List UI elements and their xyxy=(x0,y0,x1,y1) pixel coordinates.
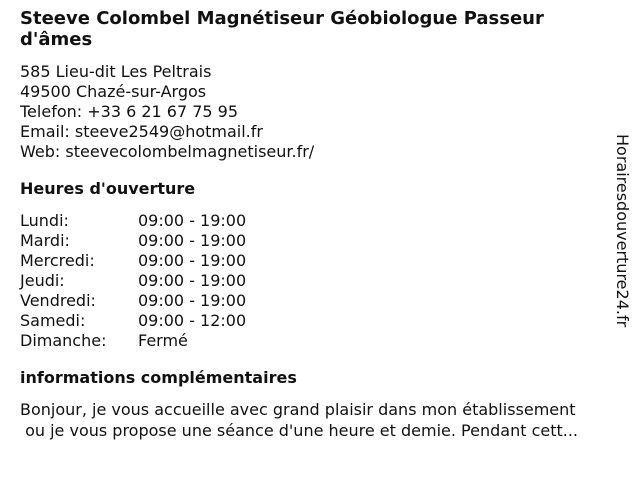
hours-day: Jeudi: xyxy=(20,271,65,290)
hours-time: 09:00 - 19:00 xyxy=(138,291,247,310)
hours-day: Mercredi: xyxy=(20,251,95,270)
hours-row xyxy=(20,311,612,331)
info-line: Bonjour, je vous accueille avec grand plaisir dans mon établissement xyxy=(20,400,576,419)
info-description xyxy=(20,399,612,441)
hours-row xyxy=(20,231,612,251)
phone-number: Telefon: +33 6 21 67 75 95 xyxy=(20,102,239,121)
hours-day: Lundi: xyxy=(20,211,69,230)
business-listing xyxy=(20,8,612,441)
email-address: Email: steeve2549@hotmail.fr xyxy=(20,122,263,141)
hours-time: 09:00 - 19:00 xyxy=(138,211,247,230)
hours-day: Vendredi: xyxy=(20,291,96,310)
website: Web: steevecolombelmagnetiseur.fr/ xyxy=(20,142,315,161)
hours-row xyxy=(20,331,612,351)
info-line: ou je vous propose une séance d'une heure et demie. Pendant cett... xyxy=(20,421,579,440)
site-watermark: Horairesdouverture24.fr xyxy=(613,134,632,328)
hours-row xyxy=(20,271,612,291)
address-street: 585 Lieu-dit Les Peltrais xyxy=(20,62,212,81)
hours-day: Mardi: xyxy=(20,231,70,250)
address-city: 49500 Chazé-sur-Argos xyxy=(20,82,207,101)
opening-hours-list xyxy=(20,211,612,351)
hours-time: 09:00 - 19:00 xyxy=(138,231,247,250)
hours-time: 09:00 - 19:00 xyxy=(138,251,247,270)
info-heading: informations complémentaires xyxy=(20,368,297,387)
hours-day: Samedi: xyxy=(20,311,86,330)
hours-row xyxy=(20,251,612,271)
contact-details xyxy=(20,62,612,162)
hours-time: 09:00 - 12:00 xyxy=(138,311,247,330)
business-name: Steeve Colombel Magnétiseur Géobiologue Passeur d'âmes xyxy=(20,8,544,50)
hours-day: Dimanche: xyxy=(20,331,107,350)
hours-heading: Heures d'ouverture xyxy=(20,179,196,198)
hours-time: 09:00 - 19:00 xyxy=(138,271,247,290)
hours-row xyxy=(20,211,612,231)
hours-time: Fermé xyxy=(138,331,188,350)
hours-row xyxy=(20,291,612,311)
